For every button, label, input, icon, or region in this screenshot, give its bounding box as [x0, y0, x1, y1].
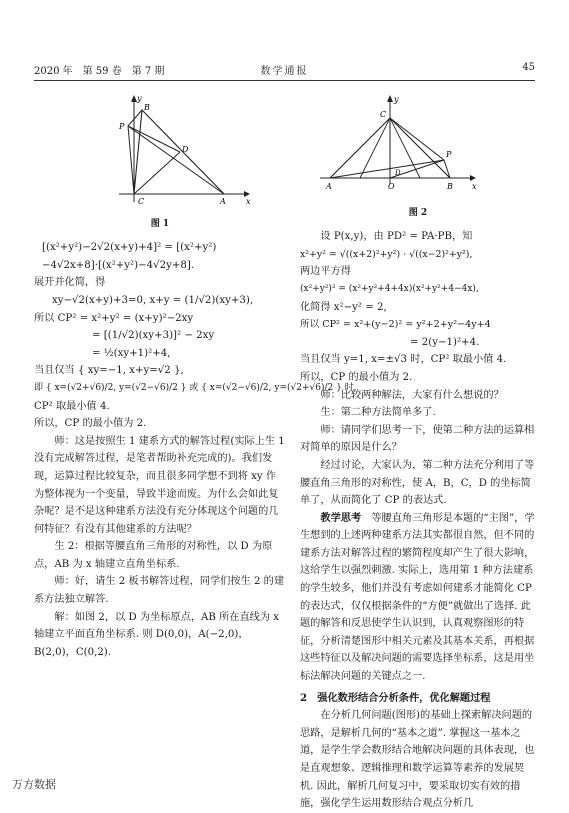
fig2-B-label: B	[447, 182, 453, 191]
fig2-C-label: C	[380, 110, 387, 119]
paragraph-solution: 解：如图 2，以 D 为坐标原点，AB 所在直线为 x 轴建立平面直角坐标系. 则 D(0,0)，A(−2,0)，B(2,0)，C(0,2).	[34, 611, 280, 658]
fig2-P-label: P	[446, 150, 452, 159]
eq4: = [(1/√2)(xy+3)]² − 2xy	[92, 330, 215, 342]
header-rule	[34, 80, 535, 81]
r-line-5: 化简得 x²−y² = 2,	[300, 301, 387, 313]
figure-2-caption: 图 2	[408, 207, 428, 218]
eq1: [(x²+y²)−2√2(x+y)+4]² = [(x²+y²)	[42, 242, 217, 254]
r-teacher-think: 师：请同学们思考一下，使第二种方法的运算相对简单的原因是什么？	[300, 424, 535, 454]
r-discussion: 经过讨论，大家认为，第二种方法充分利用了等腰直角三角形的对称性，使 A，B，C，D 的坐标简单了，从而简化了 CP 的表达式.	[300, 459, 535, 507]
journal-title: 数学通报	[260, 66, 309, 77]
figure-1-diagram	[34, 92, 286, 207]
r-eq-2: x²+y² = √((x+2)²+y²) · √((x−2)²+y²),	[300, 248, 473, 260]
right-column	[300, 92, 536, 813]
eq6: 当且仅当 { xy=−1, x+y=√2 },	[34, 365, 184, 377]
figure-2-diagram	[300, 92, 536, 202]
r-line-9: 所以，CP 的最小值为 2.	[300, 371, 413, 383]
fig1-C-label: C	[138, 197, 145, 206]
r-teacher-question: 师：比较两种解法，大家有什么想说的？	[320, 389, 504, 401]
page-number: 45	[522, 62, 535, 73]
paragraph-student-2: 生 2：根据等腰直角三角形的对称性，以 D 为原点，AB 为 x 轴建立直角坐标系.	[34, 541, 273, 570]
fig1-P-label: P	[119, 122, 125, 131]
fig2-O-label: O	[388, 182, 395, 191]
footer-watermark: 万方数据	[12, 778, 56, 791]
eq1b: −4√2x+8]·[(x²+y²)−4√2y+8].	[42, 259, 195, 271]
figure-1	[34, 92, 286, 233]
line-expand: 展开并化简，得	[34, 277, 106, 289]
line-min: CP² 取最小值 4.	[34, 400, 110, 412]
r-line-1: 设 P(x,y)，由 PD² = PA·PB，知	[320, 231, 473, 243]
r-line-3: 两边平方得	[300, 266, 351, 278]
line-result: 所以，CP 的最小值为 2.	[34, 418, 147, 430]
paragraph-teacher-2: 师：好，请生 2 板书解答过程，同学们按生 2 的建系方法独立解答.	[34, 576, 285, 606]
r-student-answer: 生：第二种方法简单多了.	[320, 407, 436, 419]
r-eq-6: 所以 CP² = x²+(y−2)² = y²+2+y²−4y+4	[300, 319, 491, 331]
fig2-A-label: A	[326, 182, 332, 191]
page-header	[34, 62, 535, 78]
journal-issue: 2020 年 第 59 卷 第 7 期	[34, 66, 165, 77]
r-eq-4: (x²+y²)² = (x²+y²+4+4x)(x²+y²+4−4x),	[300, 283, 479, 294]
fig1-A-label: A	[220, 197, 226, 206]
r-section-body: 在分析几何问题(图形)的基础上探索解决问题的思路，是解析几何的“基本之道”. 掌握这一基本之道，是学生学会数形结合地解决问题的具体表现，也是直观想象、逻辑推理和数学运算等素养的发展契机. 因此，解析几何复习中，要采取切实有效的措施，强化学生运用数形结合观点分析几	[300, 710, 535, 810]
eq3: 所以 CP² = x²+y² = (x+y)²−2xy	[34, 312, 194, 324]
figure-1-caption: 图 1	[150, 218, 170, 229]
fig2-x-label: x	[472, 182, 477, 191]
r-reflection	[300, 510, 536, 686]
paragraph-teacher-1: 师：这是按照生 1 建系方式的解答过程(实际上生 1 没有完成解答过程，是笔者帮助补充完成的)。我们发现，运算过程比较复杂，而且很多同学想不到将 xy 作为整体视为一个变量，导致半途而废。为什么会如此复杂呢？是不是这种建系方法没有充分体现这个问题的几何特征？有没有其他建系的方法呢？	[34, 435, 285, 535]
fig1-D-label: D	[182, 145, 189, 154]
fig1-y-label: y	[137, 94, 142, 103]
r-line-8: 当且仅当 y=1, x=±√3 时，CP² 取最小值 4.	[300, 354, 507, 366]
eq2: xy−√2(x+y)+3=0, x+y = (1/√2)(xy+3),	[52, 294, 254, 306]
reflection-heading: 教学思考	[320, 511, 362, 524]
section-heading: 2 强化数形结合分析条件，优化解题过程	[300, 691, 491, 704]
eq7: 即 { x=(√2+√6)/2, y=(√2−√6)/2 } 或 { x=(√2−√6)/2, y=(√2+√6)/2 } 时,	[34, 382, 357, 393]
fig1-B-label: B	[144, 103, 150, 112]
fig2-y-label: y	[394, 95, 399, 104]
eq5: = ½(xy+1)²+4,	[92, 347, 171, 359]
figure-2	[300, 92, 536, 222]
r-eq-7: = 2(y−1)²+4.	[410, 336, 480, 348]
reflection-body: 等腰直角三角形是本题的“主图”，学生想到的上述两种建系方法其实都很自然，但不同的建系方法对解答过程的繁简程度却产生了很大影响，这给学生以强烈刺激. 实际上，选用第 1 种方法建系的学生较多，他们并没有考虑如何建系才能简化 CP 的表达式，仅仅根据条件的“方便”就做出了选择. 此题的解答和反思使学生认识到，认真观察图形的特征，分析清楚图形中相关元素及其基本关系，再根据这些特征以及解决问题的需要选择坐标系，这是用坐标法解决问题的关键点之一.	[300, 512, 535, 683]
fig2-D-label: D	[395, 169, 401, 177]
fig1-x-label: x	[246, 197, 251, 206]
